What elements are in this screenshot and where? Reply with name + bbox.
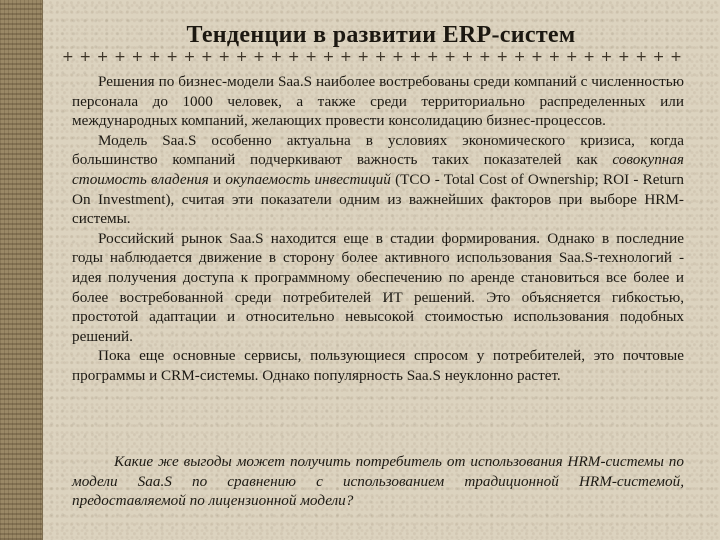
slide-body [72,72,684,386]
decorative-side-bar [0,0,43,540]
paragraph-4: Пока еще основные сервисы, пользующиеся спросом у потребителей, это почтовые программы и CRM-системы. Однако популярность Saa.S неуклонно растет. [72,347,684,384]
title-divider: + + + + + + + + + + + + + + + + + + + + + + + + + + + + + + + + + + + + [62,49,682,65]
closing-question: Какие же выгоды может получить потребитель от использования HRM-системы по модели Saa.S по сравнению с использованием традиционной HRM-системой, предоставляемой по лицензионной модели? [72,453,684,510]
roi-term: окупаемость инвестиций [225,170,391,188]
paragraph-3: Российский рынок Saa.S находится еще в стадии формирования. Однако в последние годы наблюдается движение в сторону более активного использования Saa.S-технологий - идея получения доступа к программному обеспечению по аренде становиться все более и более востребованной среди потребителей ИТ решений. Это объясняется гибкостью, простотой адаптации и относительно невысокой стоимостью использования подобных решений. [72,229,684,345]
paragraph-1: Решения по бизнес-модели Saa.S наиболее востребованы среди компаний с численностью персонала до 1000 человек, а также среди территориально распределенных или международных компаний, желающих провести консолидацию бизнес-процессов. [72,73,684,130]
slide-title: Тенденции в развитии ERP-систем [186,22,576,48]
tco-term: совокупная стоимость владения [72,151,684,188]
paragraph-2: Модель Saa.S особенно актуальна в условиях экономического кризиса, когда большинство компаний подчеркивают важность таких показателей как совокупная стоимость владения и окупаемость инвестиций (TCO - Total Cost of Ownership; ROI - Return On Investment), считая эти показатели одним из важнейших факторов при выборе HRM-системы. [72,131,684,228]
